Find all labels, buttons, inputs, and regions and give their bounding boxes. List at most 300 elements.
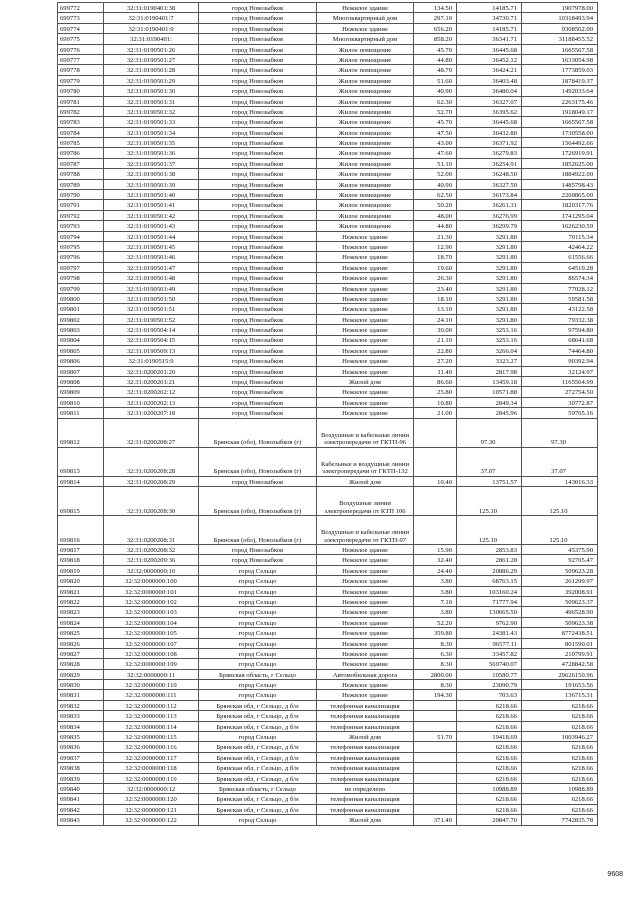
area-cell: 62.50	[414, 190, 457, 200]
object-type-cell: Автомобильная дорога	[317, 669, 414, 679]
area-cell: 24.40	[414, 565, 457, 575]
area-cell: 359.80	[414, 628, 457, 638]
table-row	[58, 314, 598, 324]
object-type-cell: Жилое помещение	[317, 65, 414, 75]
cadastral-number-cell: 32:32:0000000:103	[104, 607, 199, 617]
object-type-cell: Жилое помещение	[317, 75, 414, 85]
area-cell: 45.70	[414, 44, 457, 54]
object-number-cell: 699810	[58, 397, 104, 407]
table-row	[58, 377, 598, 387]
specific-value-cell: 36279.83	[457, 148, 522, 158]
address-cell: город Новозыбков	[199, 200, 317, 210]
object-type-cell: Жилое помещение	[317, 158, 414, 168]
table-row	[58, 44, 598, 54]
table-row	[58, 106, 598, 116]
object-type-cell: телефонная канализация	[317, 721, 414, 731]
table-row	[58, 784, 598, 794]
object-type-cell: телефонная канализация	[317, 804, 414, 814]
specific-value-cell: 6218.66	[457, 794, 522, 804]
object-number-cell: 699808	[58, 377, 104, 387]
object-type-cell: Жилой дом	[317, 732, 414, 742]
table-row	[58, 628, 598, 638]
area-cell: 15.90	[414, 545, 457, 555]
table-row	[58, 3, 598, 13]
object-number-cell: 699801	[58, 304, 104, 314]
area-cell: 19.60	[414, 262, 457, 272]
cadastral-value-cell: 272754.50	[522, 387, 598, 397]
table-row	[58, 54, 598, 64]
cadastral-number-cell: 32:32:0000000:109	[104, 659, 199, 669]
cadastral-value-cell: 1003946.27	[522, 732, 598, 742]
object-number-cell: 699825	[58, 628, 104, 638]
area-cell: 24.10	[414, 314, 457, 324]
object-type-cell: Нежилое здание	[317, 356, 414, 366]
table-row	[58, 659, 598, 669]
area-cell: 3.80	[414, 576, 457, 586]
specific-value-cell: 71777.94	[457, 596, 522, 606]
cadastral-value-cell: 1633054.98	[522, 54, 598, 64]
cadastral-value-cell: 7742835.78	[522, 815, 598, 825]
specific-value-cell: 68763.15	[457, 576, 522, 586]
cadastral-value-cell: 1820317.76	[522, 200, 598, 210]
cadastral-number-cell: 32:31:0200208:32	[104, 545, 199, 555]
area-cell: 43.00	[414, 138, 457, 148]
cadastral-number-cell: 32:31:0190501:31	[104, 96, 199, 106]
specific-value-cell: 36480.04	[457, 86, 522, 96]
table-row	[58, 179, 598, 189]
cadastral-value-cell: 261299.97	[522, 576, 598, 586]
area-cell: 18.10	[414, 293, 457, 303]
cadastral-number-cell: 32:31:0190501:52	[104, 314, 199, 324]
object-number-cell: 699806	[58, 356, 104, 366]
area-cell: 11.40	[414, 366, 457, 376]
specific-value-cell: 36248.50	[457, 169, 522, 179]
address-cell: город Сельцо	[199, 648, 317, 658]
cadastral-value-cell: 1852625.00	[522, 158, 598, 168]
cadastral-number-cell: 32:31:0190501:36	[104, 148, 199, 158]
table-row	[58, 148, 598, 158]
cadastral-value-cell: 9308562.00	[522, 23, 598, 33]
cadastral-number-cell: 32:31:0200208:28	[104, 447, 199, 476]
area-cell: 62.30	[414, 96, 457, 106]
object-type-cell: Жилое помещение	[317, 169, 414, 179]
object-type-cell: не определено	[317, 784, 414, 794]
object-number-cell: 699834	[58, 721, 104, 731]
cadastral-value-cell: 1665567.58	[522, 117, 598, 127]
cadastral-value-cell: 37.07	[522, 447, 598, 476]
object-number-cell: 699835	[58, 732, 104, 742]
area-cell: 21.00	[414, 408, 457, 418]
cadastral-number-cell: 32:31:0200209:36	[104, 555, 199, 565]
table-row	[58, 138, 598, 148]
table-row	[58, 304, 598, 314]
cadastral-value-table	[57, 2, 598, 826]
object-number-cell: 699837	[58, 752, 104, 762]
specific-value-cell: 36276.99	[457, 210, 522, 220]
table-row	[58, 366, 598, 376]
address-cell: город Новозыбков	[199, 127, 317, 137]
specific-value-cell: 6218.66	[457, 804, 522, 814]
object-number-cell: 699783	[58, 117, 104, 127]
specific-value-cell: 36327.50	[457, 179, 522, 189]
object-type-cell: Жилой дом	[317, 815, 414, 825]
table-row	[58, 742, 598, 752]
address-cell: Брянская обл, г Сельцо, д б/н	[199, 763, 317, 773]
table-row	[58, 690, 598, 700]
specific-value-cell: 14185.71	[457, 3, 522, 13]
table-row	[58, 293, 598, 303]
object-type-cell: Жилое помещение	[317, 96, 414, 106]
object-type-cell: Жилое помещение	[317, 179, 414, 189]
address-cell: город Новозыбков	[199, 231, 317, 241]
object-type-cell: Кабельные и воздушные линии электропередачи от ГКТП-132	[317, 447, 414, 476]
area-cell: 51.60	[414, 75, 457, 85]
cadastral-value-cell: 801590.01	[522, 638, 598, 648]
area-cell	[414, 487, 457, 516]
cadastral-number-cell: 32:31:0190501:49	[104, 283, 199, 293]
specific-value-cell: 6218.66	[457, 742, 522, 752]
table-row	[58, 86, 598, 96]
area-cell: 52.20	[414, 617, 457, 627]
table-row	[58, 408, 598, 418]
table-row	[58, 804, 598, 814]
cadastral-value-cell: 1165564.99	[522, 377, 598, 387]
cadastral-value-cell: 6218.66	[522, 742, 598, 752]
object-number-cell: 699791	[58, 200, 104, 210]
table-row	[58, 487, 598, 516]
table-row	[58, 231, 598, 241]
address-cell: город Новозыбков	[199, 106, 317, 116]
specific-value-cell: 6218.66	[457, 700, 522, 710]
address-cell: город Новозыбков	[199, 138, 317, 148]
table-row	[58, 773, 598, 783]
specific-value-cell: 130665.50	[457, 607, 522, 617]
address-cell: город Новозыбков	[199, 273, 317, 283]
object-number-cell: 699812	[58, 418, 104, 447]
cadastral-number-cell: 32:32:0000000:11	[104, 669, 199, 679]
area-cell: 44.80	[414, 54, 457, 64]
specific-value-cell: 2845.96	[457, 408, 522, 418]
object-type-cell: Нежилое здание	[317, 252, 414, 262]
object-type-cell: Нежилое здание	[317, 545, 414, 555]
specific-value-cell: 36371.92	[457, 138, 522, 148]
object-number-cell: 699795	[58, 241, 104, 251]
object-number-cell: 699800	[58, 293, 104, 303]
table-row	[58, 96, 598, 106]
object-type-cell: Многоквартирный дом	[317, 13, 414, 23]
object-number-cell: 699827	[58, 648, 104, 658]
specific-value-cell: 20886.29	[457, 565, 522, 575]
cadastral-number-cell: 32:32:0000000:100	[104, 576, 199, 586]
table-row	[58, 794, 598, 804]
object-number-cell: 699811	[58, 408, 104, 418]
object-number-cell: 699792	[58, 210, 104, 220]
table-row	[58, 638, 598, 648]
table-row	[58, 23, 598, 33]
cadastral-value-cell: 32124.97	[522, 366, 598, 376]
table-row	[58, 545, 598, 555]
object-type-cell: телефонная канализация	[317, 752, 414, 762]
object-number-cell: 699841	[58, 794, 104, 804]
object-number-cell: 699798	[58, 273, 104, 283]
area-cell: 27.20	[414, 356, 457, 366]
cadastral-number-cell: 32:31:0190501:27	[104, 54, 199, 64]
cadastral-value-cell: 10988.89	[522, 784, 598, 794]
cadastral-number-cell: 32:31:0200208:30	[104, 487, 199, 516]
cadastral-value-cell: 43122.58	[522, 304, 598, 314]
page-number: 9608	[607, 871, 623, 878]
object-type-cell: Нежилое здание	[317, 262, 414, 272]
table-body	[58, 3, 598, 826]
cadastral-value-cell: 6218.66	[522, 773, 598, 783]
table-row	[58, 752, 598, 762]
object-type-cell: Воздушные и кабельные линии электропередачи от ГКТП-97	[317, 516, 414, 545]
cadastral-value-cell: 1918049.17	[522, 106, 598, 116]
cadastral-value-cell: 1878419.37	[522, 75, 598, 85]
cadastral-value-cell: 92705.47	[522, 555, 598, 565]
table-row	[58, 190, 598, 200]
area-cell: 47.60	[414, 148, 457, 158]
object-type-cell: Нежилое здание	[317, 345, 414, 355]
object-type-cell: Нежилое здание	[317, 628, 414, 638]
cadastral-value-cell: 97.30	[522, 418, 598, 447]
area-cell: 21.30	[414, 231, 457, 241]
table-row	[58, 345, 598, 355]
specific-value-cell: 3291.80	[457, 262, 522, 272]
cadastral-number-cell: 32:32:0000000:104	[104, 617, 199, 627]
table-row	[58, 418, 598, 447]
address-cell: город Сельцо	[199, 815, 317, 825]
cadastral-number-cell: 32:31:0190501:50	[104, 293, 199, 303]
cadastral-number-cell: 32:32:0000000:114	[104, 721, 199, 731]
area-cell: 52.00	[414, 169, 457, 179]
address-cell: город Сельцо	[199, 638, 317, 648]
specific-value-cell: 36432.80	[457, 127, 522, 137]
cadastral-value-cell: 4728842.58	[522, 659, 598, 669]
address-cell: город Новозыбков	[199, 397, 317, 407]
address-cell: город Новозыбков	[199, 293, 317, 303]
cadastral-number-cell: 32:31:0190501:37	[104, 158, 199, 168]
specific-value-cell: 36452.12	[457, 54, 522, 64]
cadastral-number-cell: 32:32:0000000:119	[104, 773, 199, 783]
object-type-cell: Жилое помещение	[317, 106, 414, 116]
area-cell	[414, 804, 457, 814]
cadastral-number-cell: 32:32:0000000:107	[104, 638, 199, 648]
area-cell: 858.20	[414, 34, 457, 44]
cadastral-number-cell: 32:31:0190501:30	[104, 86, 199, 96]
specific-value-cell: 13751.57	[457, 476, 522, 486]
address-cell: Брянская обл, г Сельцо, д б/н	[199, 711, 317, 721]
cadastral-number-cell: 32:31:0190401:	[104, 34, 199, 44]
specific-value-cell: 6218.66	[457, 711, 522, 721]
address-cell: Брянская (обл), Новозыбков (г)	[199, 447, 317, 476]
cadastral-value-cell: 31188455.52	[522, 34, 598, 44]
address-cell: город Новозыбков	[199, 387, 317, 397]
address-cell: город Новозыбков	[199, 23, 317, 33]
specific-value-cell: 20847.70	[457, 815, 522, 825]
address-cell: город Новозыбков	[199, 325, 317, 335]
address-cell: Брянская область, г Сельцо	[199, 784, 317, 794]
object-type-cell: Нежилое здание	[317, 680, 414, 690]
object-number-cell: 699805	[58, 345, 104, 355]
table-row	[58, 335, 598, 345]
area-cell: 297.10	[414, 13, 457, 23]
object-type-cell: Жилое помещение	[317, 86, 414, 96]
address-cell: город Сельцо	[199, 607, 317, 617]
address-cell: город Сельцо	[199, 690, 317, 700]
cadastral-number-cell: 32:31:0190501:43	[104, 221, 199, 231]
object-number-cell: 699786	[58, 148, 104, 158]
object-number-cell: 699776	[58, 44, 104, 54]
cadastral-value-cell: 2263175.46	[522, 96, 598, 106]
object-number-cell: 699813	[58, 447, 104, 476]
cadastral-number-cell: 32:32:0000000:108	[104, 648, 199, 658]
area-cell	[414, 447, 457, 476]
object-number-cell: 699799	[58, 283, 104, 293]
cadastral-number-cell: 32:32:0000000:110	[104, 680, 199, 690]
cadastral-number-cell: 32:31:0190501:28	[104, 65, 199, 75]
object-type-cell: Нежилое здание	[317, 387, 414, 397]
table-row	[58, 397, 598, 407]
area-cell: 47.50	[414, 127, 457, 137]
specific-value-cell: 3266.04	[457, 345, 522, 355]
cadastral-number-cell: 32:32:0000000:10	[104, 565, 199, 575]
cadastral-number-cell: 32:31:0200208:29	[104, 476, 199, 486]
area-cell: 22.80	[414, 345, 457, 355]
table-row	[58, 732, 598, 742]
cadastral-number-cell: 32:31:0190501:38	[104, 169, 199, 179]
area-cell: 8.30	[414, 659, 457, 669]
specific-value-cell: 36173.84	[457, 190, 522, 200]
specific-value-cell: 125.10	[457, 487, 522, 516]
object-number-cell: 699839	[58, 773, 104, 783]
cadastral-value-cell: 509623.28	[522, 565, 598, 575]
table-row	[58, 555, 598, 565]
cadastral-value-cell: 1741295.04	[522, 210, 598, 220]
object-number-cell: 699777	[58, 54, 104, 64]
object-number-cell: 699836	[58, 742, 104, 752]
table-row	[58, 65, 598, 75]
cadastral-value-cell: 509623.37	[522, 596, 598, 606]
object-number-cell: 699833	[58, 711, 104, 721]
object-type-cell: Нежилое здание	[317, 314, 414, 324]
cadastral-number-cell: 32:31:0200201:21	[104, 377, 199, 387]
area-cell: 50.20	[414, 200, 457, 210]
object-number-cell: 699824	[58, 617, 104, 627]
cadastral-value-cell: 97594.80	[522, 325, 598, 335]
object-type-cell: Жилое помещение	[317, 54, 414, 64]
specific-value-cell: 9762.90	[457, 617, 522, 627]
object-type-cell: телефонная канализация	[317, 794, 414, 804]
object-type-cell: Нежилое здание	[317, 3, 414, 13]
address-cell: Брянская обл, г Сельцо, д б/н	[199, 794, 317, 804]
table-row	[58, 516, 598, 545]
area-cell	[414, 418, 457, 447]
table-row	[58, 273, 598, 283]
area-cell	[414, 784, 457, 794]
area-cell: 8.30	[414, 638, 457, 648]
specific-value-cell: 6218.66	[457, 752, 522, 762]
address-cell: город Сельцо	[199, 628, 317, 638]
object-type-cell: Воздушные линии электропередачи от КТП 106	[317, 487, 414, 516]
address-cell: город Новозыбков	[199, 210, 317, 220]
cadastral-value-cell: 2260865.00	[522, 190, 598, 200]
address-cell: город Сельцо	[199, 617, 317, 627]
cadastral-number-cell: 32:32:0000000:117	[104, 752, 199, 762]
object-type-cell: Жилое помещение	[317, 148, 414, 158]
object-type-cell: Нежилое здание	[317, 596, 414, 606]
object-number-cell: 699793	[58, 221, 104, 231]
object-type-cell: Жилое помещение	[317, 138, 414, 148]
cadastral-number-cell: 32:31:0190501:33	[104, 117, 199, 127]
address-cell: город Новозыбков	[199, 377, 317, 387]
object-type-cell: Жилое помещение	[317, 210, 414, 220]
cadastral-value-cell: 1726919.91	[522, 148, 598, 158]
specific-value-cell: 36254.91	[457, 158, 522, 168]
object-type-cell: Нежилое здание	[317, 408, 414, 418]
cadastral-value-cell: 1773859.03	[522, 65, 598, 75]
object-number-cell: 699826	[58, 638, 104, 648]
specific-value-cell: 2849.34	[457, 397, 522, 407]
object-number-cell: 699778	[58, 65, 104, 75]
table-row	[58, 117, 598, 127]
cadastral-value-cell: 79332.38	[522, 314, 598, 324]
object-number-cell: 699843	[58, 815, 104, 825]
cadastral-value-cell: 59765.16	[522, 408, 598, 418]
object-number-cell: 699773	[58, 13, 104, 23]
object-number-cell: 699782	[58, 106, 104, 116]
cadastral-value-cell: 6218.66	[522, 752, 598, 762]
cadastral-number-cell: 32:31:0190515:9	[104, 356, 199, 366]
cadastral-number-cell: 32:32:0000000:101	[104, 586, 199, 596]
cadastral-value-cell: 64519.28	[522, 262, 598, 272]
object-type-cell: Нежилое здание	[317, 304, 414, 314]
object-type-cell: телефонная канализация	[317, 700, 414, 710]
cadastral-value-cell: 1665567.58	[522, 44, 598, 54]
specific-value-cell: 2817.98	[457, 366, 522, 376]
table-row	[58, 721, 598, 731]
object-number-cell: 699796	[58, 252, 104, 262]
specific-value-cell: 3291.80	[457, 241, 522, 251]
address-cell: город Новозыбков	[199, 241, 317, 251]
area-cell: 51.70	[414, 732, 457, 742]
area-cell: 52.70	[414, 106, 457, 116]
specific-value-cell: 10571.88	[457, 387, 522, 397]
area-cell: 134.50	[414, 3, 457, 13]
area-cell: 48.70	[414, 65, 457, 75]
specific-value-cell: 36395.62	[457, 106, 522, 116]
specific-value-cell: 14185.71	[457, 23, 522, 33]
table-row	[58, 565, 598, 575]
cadastral-value-cell: 68641.68	[522, 335, 598, 345]
cadastral-number-cell: 32:32:0000000:111	[104, 690, 199, 700]
specific-value-cell: 703.63	[457, 690, 522, 700]
cadastral-number-cell: 32:32:0000000:118	[104, 763, 199, 773]
area-cell	[414, 516, 457, 545]
table-row	[58, 576, 598, 586]
address-cell: город Сельцо	[199, 586, 317, 596]
table-row	[58, 700, 598, 710]
cadastral-number-cell: 32:31:0200208:31	[104, 516, 199, 545]
cadastral-number-cell: 32:31:0190501:41	[104, 200, 199, 210]
object-type-cell: Нежилое здание	[317, 617, 414, 627]
address-cell: город Новозыбков	[199, 314, 317, 324]
object-type-cell: Нежилое здание	[317, 586, 414, 596]
cadastral-value-cell: 191653.56	[522, 680, 598, 690]
table-row	[58, 815, 598, 825]
cadastral-number-cell: 32:31:0190501:29	[104, 75, 199, 85]
specific-value-cell: 97.30	[457, 418, 522, 447]
